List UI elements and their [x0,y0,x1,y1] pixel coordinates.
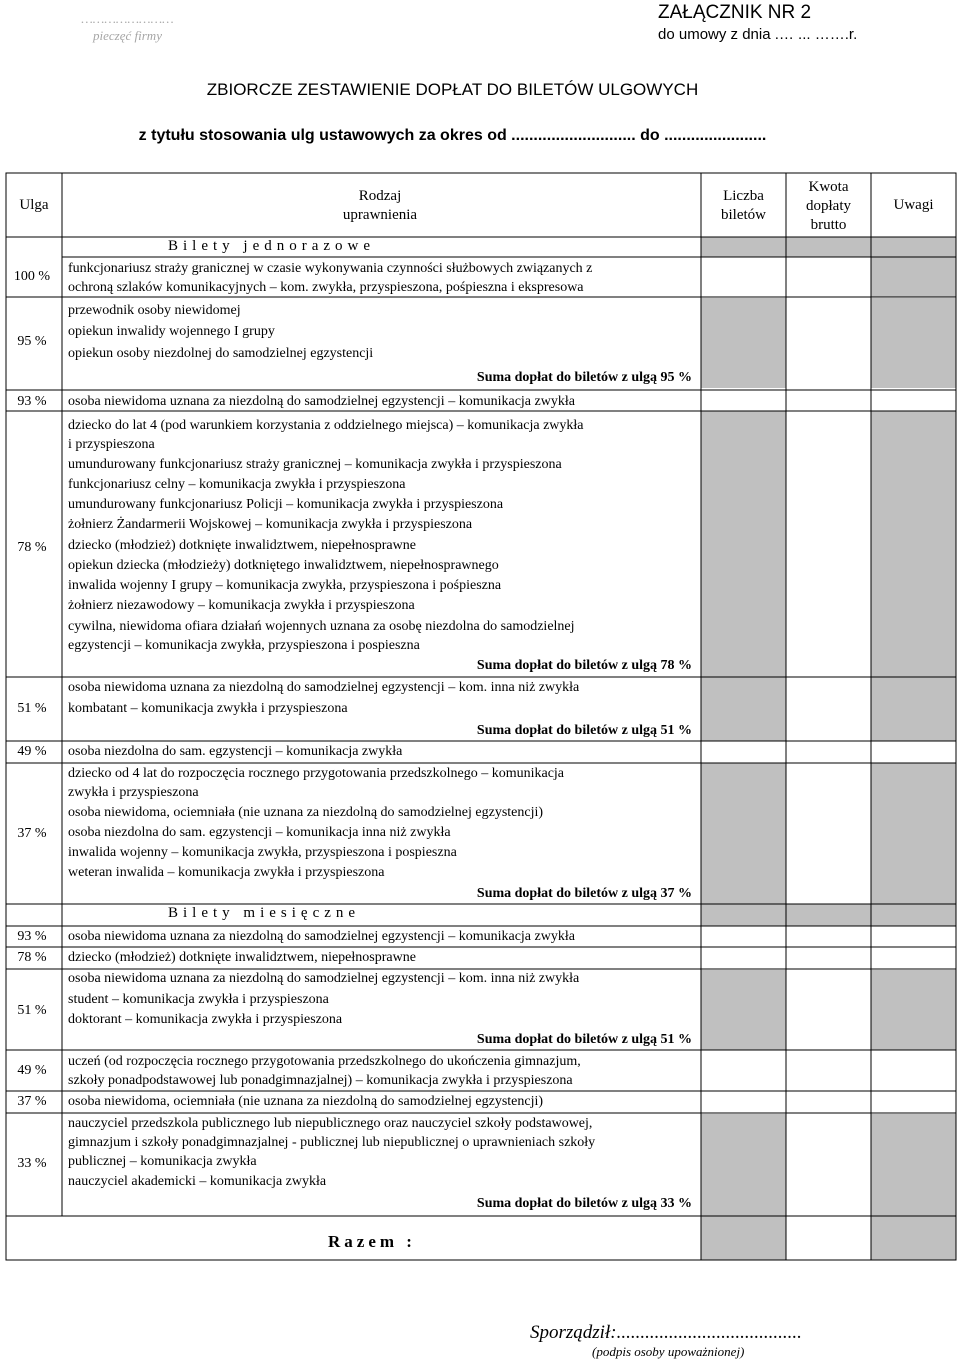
row-78-line-8: inwalida wojenny I grupy – komunikacja zwykła, przyspieszona i pośpieszna [68,578,502,593]
percent-37: 37 % [17,826,47,841]
header-kwota-1: Kwota [808,179,849,195]
monthly-percent-49: 49 % [17,1063,47,1078]
header-ulga: Ulga [19,197,49,213]
header-rodzaj-1: Rodzaj [358,188,402,204]
row-78-line-9: żołnierz niezawodowy – komunikacja zwykła i przyspieszona [68,598,415,613]
monthly-percent-93: 93 % [17,929,47,944]
section-monthly-tickets: Bilety miesięczne [168,905,361,921]
monthly-row-33-line-1: nauczyciel przedszkola publicznego lub niepublicznego oraz nauczyciel szkoły podstawowej, [68,1116,593,1131]
row-37-line-1b: zwykła i przyspieszona [68,785,199,800]
percent-100: 100 % [13,269,51,284]
header-liczba-1: Liczba [723,188,764,204]
row-78-line-7: opiekun dziecka (młodzieży) dotkniętego inwalidztwem, niepełnosprawnego [68,558,499,573]
row-100-line-2: ochroną szlaków komunikacyjnych – kom. zwykła, przyspieszona, pośpieszna i ekspresowa [68,280,584,295]
monthly-sum-33: Suma dopłat do biletów z ulgą 33 % [476,1196,692,1211]
row-78-line-4: umundurowany funkcjonariusz Policji – komunikacja zwykła i przyspieszona [68,497,504,512]
sum-78: Suma dopłat do biletów z ulgą 78 % [476,658,692,673]
row-78-line-5: żołnierz Żandarmerii Wojskowej – komunikacja zwykła i przyspieszona [68,517,473,532]
row-95-line-1: przewodnik osoby niewidomej [68,303,241,318]
header-uwagi: Uwagi [893,197,934,213]
row-100-line-1: funkcjonariusz straży granicznej w czasie wykonywania czynności służbowych związanych z [68,261,593,276]
row-93: osoba niewidoma uznana za niezdolną do samodzielnej egzystencji – komunikacja zwykła [68,394,575,409]
signature-caption: (podpis osoby upoważnionej) [592,1344,745,1359]
row-78-line-6: dziecko (młodzież) dotknięte inwalidztwem, niepełnosprawne [68,538,416,553]
row-95-line-3: opiekun osoby niezdolnej do samodzielnej egzystencji [68,346,374,361]
header-kwota-3: brutto [810,217,847,233]
row-78-line-3: funkcjonariusz celny – komunikacja zwykła i przyspieszona [68,477,406,492]
percent-93: 93 % [17,394,47,409]
header-kwota-2: dopłaty [806,198,851,214]
header-liczba-2: biletów [721,207,766,223]
percent-78: 78 % [17,540,47,555]
attachment-subtitle: do umowy z dnia .… ... …….r. [658,26,858,43]
percent-49: 49 % [17,744,47,759]
header-rodzaj-2: uprawnienia [342,207,418,223]
monthly-percent-51: 51 % [17,1003,47,1018]
section-single-tickets: Bilety jednorazowe [168,238,376,254]
sum-51: Suma dopłat do biletów z ulgą 51 % [476,723,692,738]
row-51-line-2: kombatant – komunikacja zwykła i przyspieszona [68,701,348,716]
total-label: Razem : [328,1232,416,1251]
monthly-sum-51: Suma dopłat do biletów z ulgą 51 % [476,1032,692,1047]
monthly-row-37: osoba niewidoma, ociemniała (nie uznana za niezdolną do samodzielnej egzystencji) [68,1094,544,1109]
monthly-row-78: dziecko (młodzież) dotknięte inwalidztwem, niepełnosprawne [68,950,416,965]
document-title: ZBIORCZE ZESTAWIENIE DOPŁAT DO BILETÓW ULGOWYCH [206,80,699,99]
row-49: osoba niezdolna do sam. egzystencji – komunikacja zwykła [68,744,403,759]
monthly-percent-37: 37 % [17,1094,47,1109]
row-78-line-1b: i przyspieszona [68,437,155,452]
row-78-line-10b: egzystencji – komunikacja zwykła, przyspieszona i pospieszna [68,638,420,653]
row-37-line-4: inwalida wojenny – komunikacja zwykła, przyspieszona i pospieszna [68,845,457,860]
attachment-title: ZAŁĄCZNIK NR 2 [658,2,812,23]
monthly-row-49-line-1: uczeń (od rozpoczęcia rocznego przygotowania przedszkolnego do ukończenia gimnazjum, [68,1054,581,1069]
monthly-percent-33: 33 % [17,1156,47,1171]
document-subtitle: z tytułu stosowania ulg ustawowych za okres od ............................ do ....................... [138,127,767,144]
sum-37: Suma dopłat do biletów z ulgą 37 % [476,886,692,901]
monthly-row-93: osoba niewidoma uznana za niezdolną do samodzielnej egzystencji – komunikacja zwykła [68,929,575,944]
row-51-line-1: osoba niewidoma uznana za niezdolną do samodzielnej egzystencji – kom. inna niż zwykła [68,680,580,695]
row-37-line-5: weteran inwalida – komunikacja zwykła i przyspieszona [68,865,385,880]
row-78-line-1: dziecko do lat 4 (pod warunkiem korzystania z oddzielnego miejsca) – komunikacja zwykła [68,418,584,433]
percent-51: 51 % [17,701,47,716]
stamp-dots: …………………… [81,11,174,26]
monthly-row-51-line-1: osoba niewidoma uznana za niezdolną do samodzielnej egzystencji – kom. inna niż zwykła [68,971,580,986]
row-37-line-3: osoba niezdolna do sam. egzystencji – komunikacja inna niż zwykła [68,825,451,840]
row-37-line-2: osoba niewidoma, ociemniała (nie uznana za niezdolną do samodzielnej egzystencji) [68,805,544,820]
monthly-row-33-line-2: gimnazjum i szkoły ponadgimnazjalnej - publicznej lub niepublicznej o uprawnieniach szkoły [68,1135,596,1150]
monthly-row-51-line-2: student – komunikacja zwykła i przyspieszona [68,992,329,1007]
monthly-row-33-line-4: nauczyciel akademicki – komunikacja zwykła [68,1174,327,1189]
percent-95: 95 % [17,334,47,349]
row-37-line-1: dziecko od 4 lat do rozpoczęcia rocznego przygotowania przedszkolnego – komunikacja [68,766,565,781]
monthly-row-51-line-3: doktorant – komunikacja zwykła i przyspieszona [68,1012,343,1027]
prepared-by [530,1322,802,1359]
row-95-line-2: opiekun inwalidy wojennego I grupy [68,324,275,339]
stamp-label: pieczęć firmy [93,28,162,43]
monthly-row-33-line-3: publicznej – komunikacja zwykła [68,1154,257,1169]
row-78-line-2: umundurowany funkcjonariusz straży granicznej – komunikacja zwykła i przyspieszona [68,457,562,472]
monthly-row-49-line-2: szkoły ponadpodstawowej lub ponadgimnazjalnej) – komunikacja zwykła i przyspieszona [68,1073,573,1088]
prepared-by-label: Sporządził:....................................... [530,1322,802,1343]
monthly-percent-78: 78 % [17,950,47,965]
row-78-line-10: cywilna, niewidoma ofiara działań wojennych uznana za osobę niezdolna do samodzielnej [68,619,575,634]
sum-95: Suma dopłat do biletów z ulgą 95 % [476,370,692,385]
